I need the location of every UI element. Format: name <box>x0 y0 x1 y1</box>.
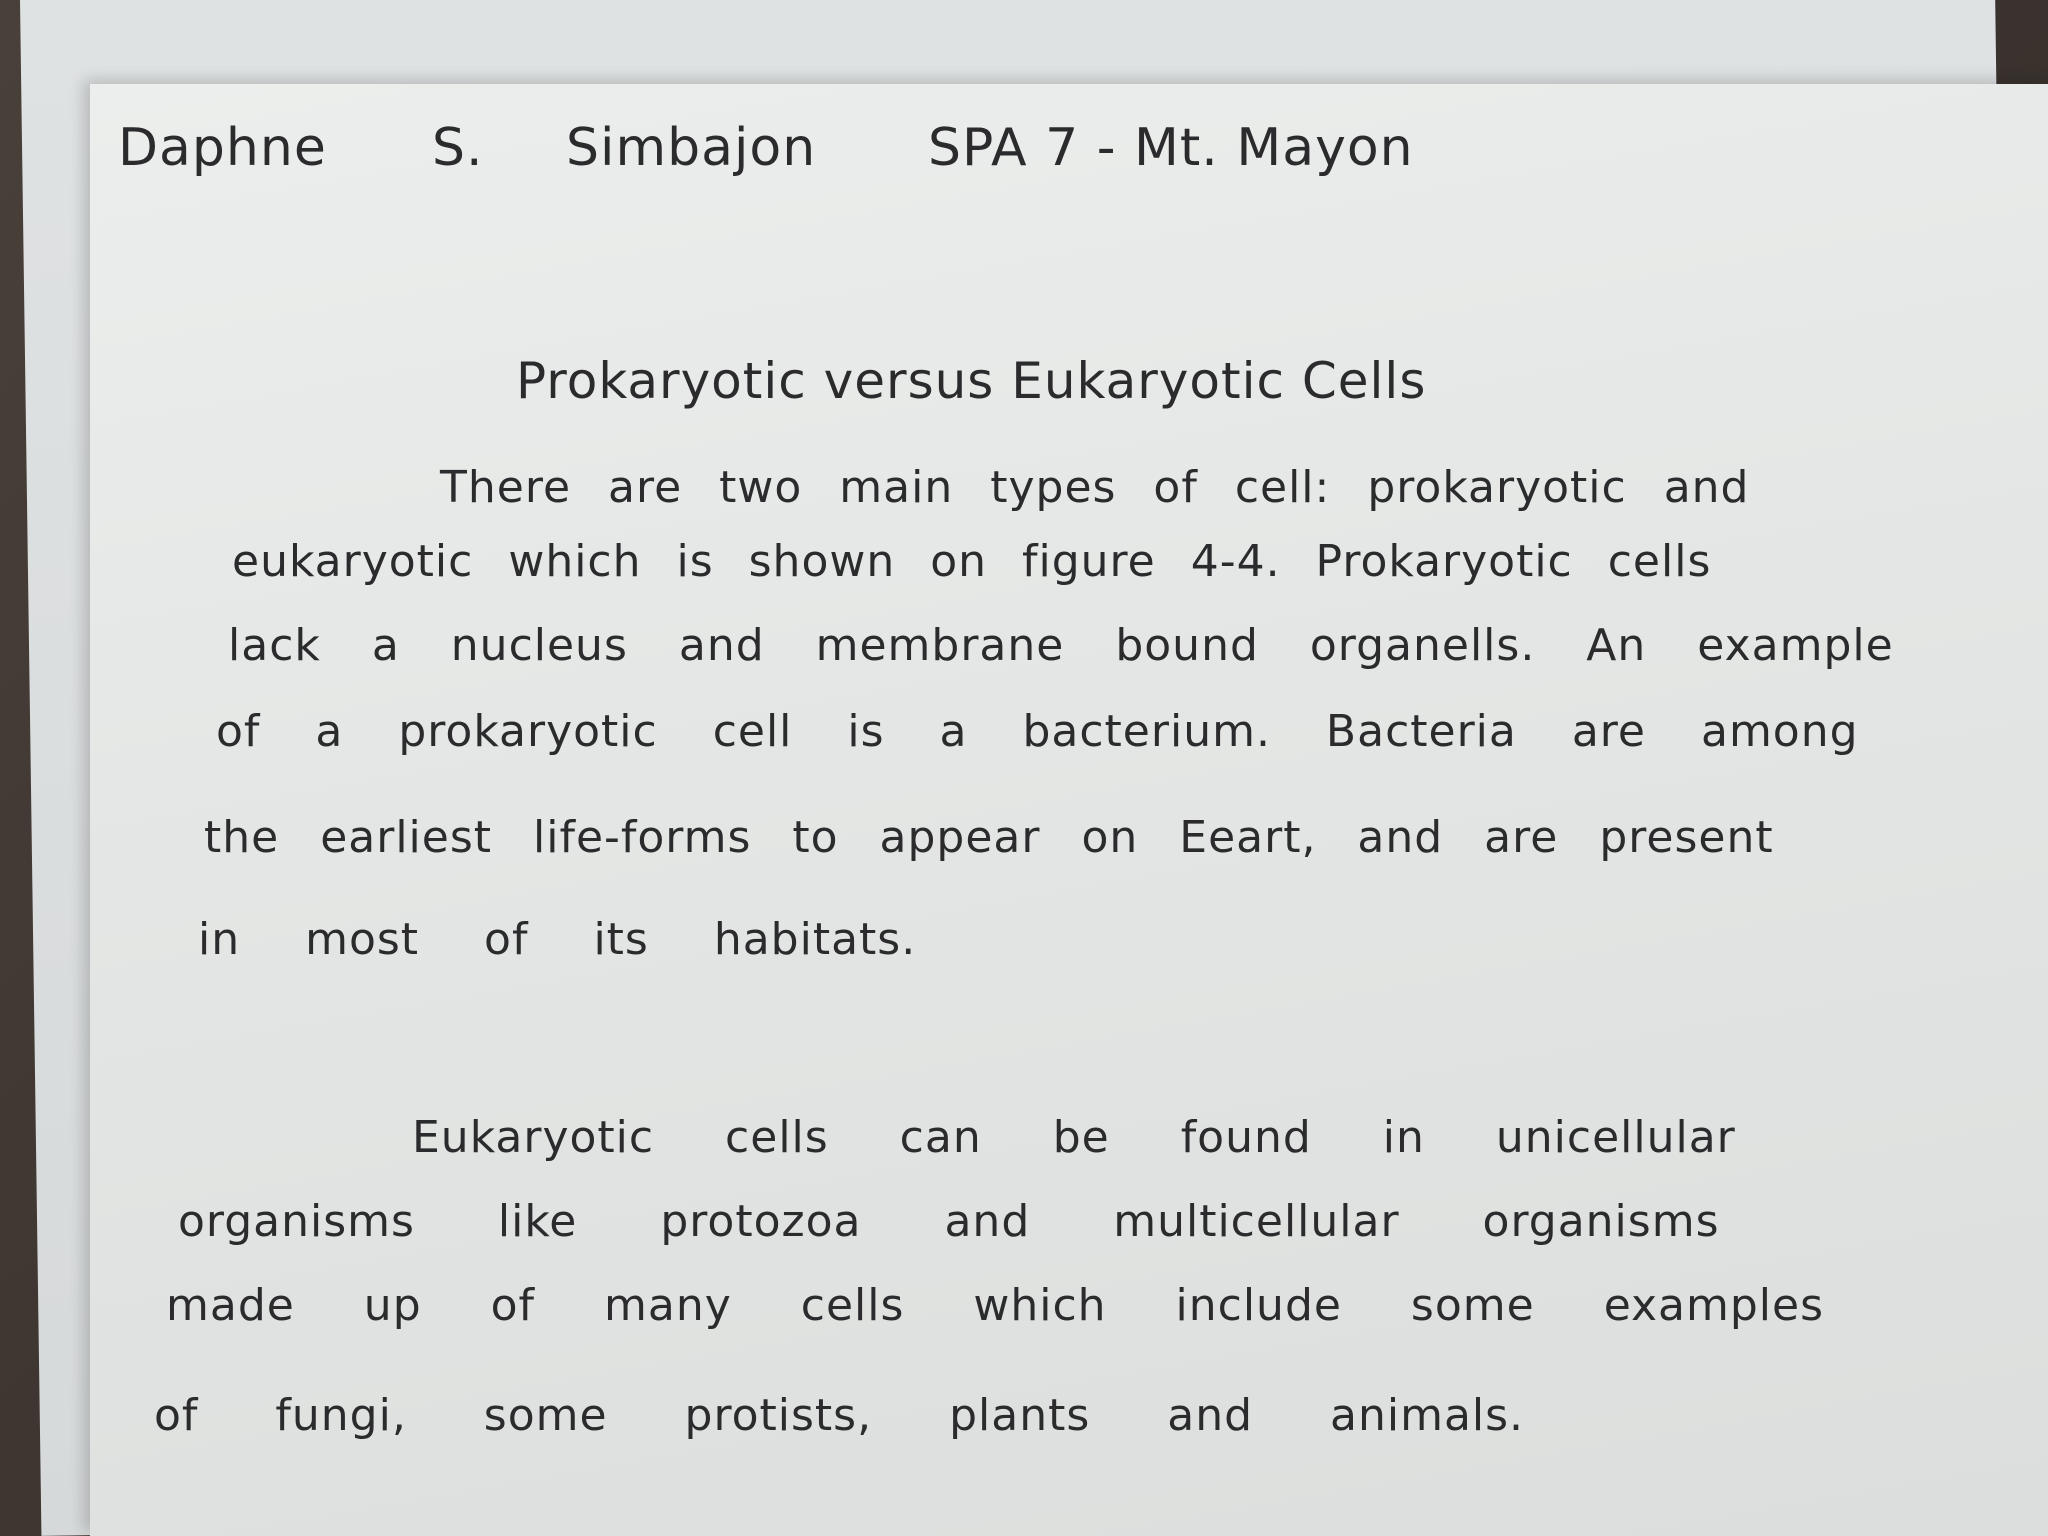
paragraph2-line-3: made up of many cells which include some examples <box>166 1280 1824 1331</box>
paragraph1-line-1: There are two main types of cell: prokaryotic and <box>440 462 1750 513</box>
student-first-name: Daphne <box>118 118 327 178</box>
paragraph1-line-4: of a prokaryotic cell is a bacterium. Bacteria are among <box>216 706 1859 757</box>
paragraph1-line-3: lack a nucleus and membrane bound organells. An example <box>228 620 1894 671</box>
class-section: SPA 7 - Mt. Mayon <box>928 118 1414 178</box>
paragraph1-line-2: eukaryotic which is shown on figure 4-4. Prokaryotic cells <box>232 536 1712 587</box>
paragraph2-line-1: Eukaryotic cells can be found in unicellular <box>412 1112 1736 1163</box>
student-last-name: Simbajon <box>566 118 817 178</box>
paragraph2-line-4: of fungi, some protists, plants and animals. <box>154 1390 1525 1441</box>
paragraph2-line-2: organisms like protozoa and multicellular organisms <box>178 1196 1720 1247</box>
essay-title: Prokaryotic versus Eukaryotic Cells <box>516 352 1427 410</box>
paragraph1-line-5: the earliest life-forms to appear on Eeart, and are present <box>204 812 1774 863</box>
student-middle-initial: S. <box>432 118 484 178</box>
paragraph1-line-6: in most of its habitats. <box>198 914 917 965</box>
